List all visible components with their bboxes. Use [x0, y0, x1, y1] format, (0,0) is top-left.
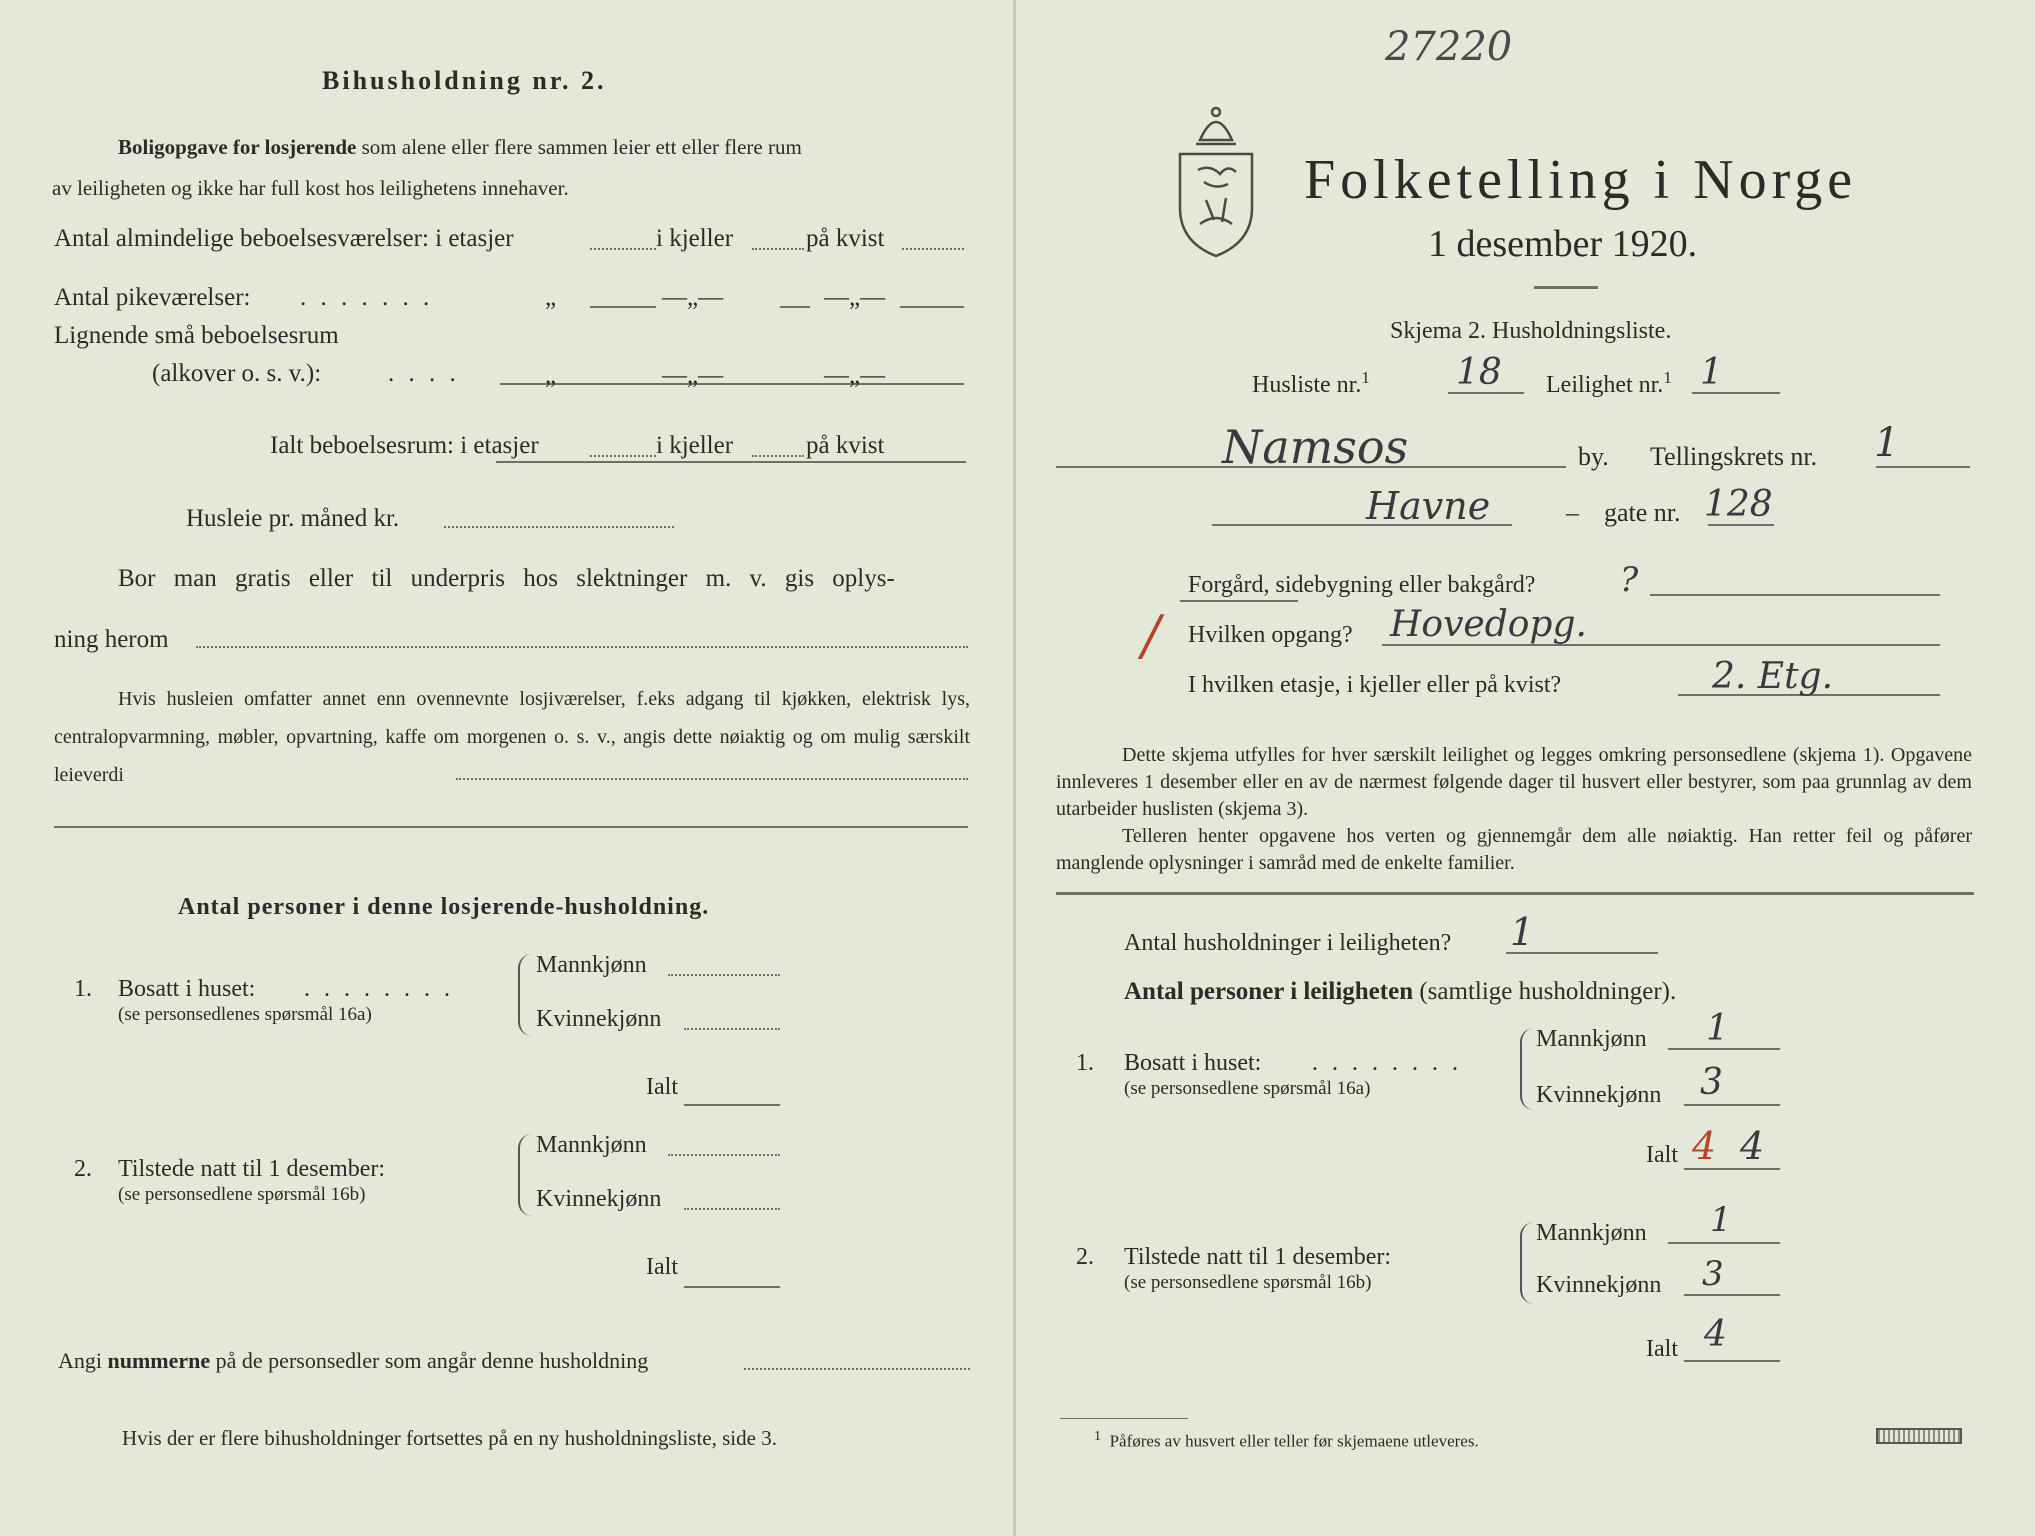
left-q1-kvinne-label: Kvinnekjønn — [536, 1006, 662, 1032]
gate-dash: – — [1566, 498, 1579, 527]
right-q1-ialt-value: 4 — [1740, 1124, 1765, 1168]
right-date: 1 desember 1920. — [1428, 223, 1698, 265]
left-q1-number: 1. — [74, 976, 92, 1002]
footnote-text: Påføres av husvert eller teller før skjemaene utleveres. — [1109, 1431, 1479, 1451]
right-q1-kvinne-field[interactable] — [1684, 1104, 1780, 1106]
printer-stamp-icon — [1876, 1428, 1962, 1444]
archive-number: 27220 — [1385, 24, 1513, 70]
gate-nr-value: 128 — [1704, 484, 1773, 525]
pike-dots: . . . . . . . — [300, 284, 434, 311]
right-q2-label: Tilstede natt til 1 desember: — [1124, 1244, 1392, 1270]
leilighet-sup: 1 — [1663, 368, 1672, 387]
right-q2-mann-value: 1 — [1710, 1200, 1732, 1240]
rooms-label: Antal almindelige beboelsesværelser: i etasjer — [54, 225, 514, 252]
pike-label: Antal pikeværelser: — [54, 284, 251, 311]
note-paragraph-1: Dette skjema utfylles for hver særskilt leilighet og legges omkring personsedlene (skjema 1). Opgavene innleveres 1 desember eller en av de nærmest følgende dager til husvert eller bestyrer, som paa grunnlag av dem utarbeider huslisten (skjema 3). — [1056, 744, 1972, 820]
right-q2-brace — [1520, 1222, 1536, 1304]
rooms-kjeller-label: i kjeller — [656, 225, 734, 252]
left-q2-ialt-label: Ialt — [646, 1254, 678, 1280]
left-q2-brace — [518, 1134, 534, 1216]
left-q1-brace — [518, 954, 534, 1036]
left-q2-number: 2. — [74, 1156, 92, 1182]
husliste-text: Husliste nr. — [1252, 372, 1362, 398]
right-q1-kvinne-value: 3 — [1700, 1062, 1723, 1103]
left-title: Bihusholdning nr. 2. — [322, 66, 607, 95]
lign-underline — [500, 383, 964, 385]
ialt-rooms-label: Ialt beboelsesrum: i etasjer — [270, 432, 539, 459]
right-q2-sub: (se personsedlene spørsmål 16b) — [1124, 1272, 1372, 1293]
opgang-label: Hvilken opgang? — [1188, 622, 1353, 648]
pike-field-3[interactable] — [900, 306, 964, 308]
right-q1-ialt-field[interactable] — [1684, 1168, 1780, 1170]
ialt-kvist-label: på kvist — [806, 432, 885, 459]
husleie-field[interactable] — [444, 526, 674, 528]
left-intro-bold: Boligopgave for losjerende — [118, 135, 357, 159]
right-persons-heading-bold: Antal personer i leiligheten — [1124, 978, 1414, 1005]
left-q1-label: Bosatt i huset: — [118, 976, 256, 1002]
right-q1-brace — [1520, 1028, 1536, 1110]
section-rule — [1056, 892, 1974, 895]
rooms-etasjer-field[interactable] — [590, 248, 656, 250]
angi-field[interactable] — [744, 1368, 970, 1370]
left-intro-line2: av leiligheten og ikke har full kost hos leilighetens innehaver. — [52, 176, 569, 200]
husliste-sup: 1 — [1361, 368, 1370, 387]
right-title: Folketelling i Norge — [1304, 149, 1858, 211]
right-q2-mann-field[interactable] — [1668, 1242, 1780, 1244]
left-q1-sub: (se personsedlenes spørsmål 16a) — [118, 1004, 372, 1025]
left-q2-mann-label: Mannkjønn — [536, 1132, 647, 1158]
bor-line-1: Bor man gratis eller til underpris hos slektninger m. v. gis oplys- — [118, 565, 895, 592]
pike-field-2[interactable] — [780, 306, 810, 308]
left-persons-heading: Antal personer i denne losjerende-husholdning. — [178, 894, 710, 920]
by-label: by. — [1578, 442, 1609, 471]
lign-ditto-3: —„— — [824, 362, 886, 389]
etasje-value: 2. Etg. — [1712, 656, 1834, 697]
right-persons-heading-rest: (samtlige husholdninger). — [1413, 978, 1677, 1005]
left-footer: Hvis der er flere bihusholdninger fortsettes på en ny husholdningsliste, side 3. — [122, 1426, 777, 1450]
gate-value: Havne — [1366, 484, 1491, 528]
angi-line — [58, 1348, 648, 1374]
right-q1-label: Bosatt i huset: — [1124, 1050, 1262, 1076]
gate-label: gate nr. — [1604, 498, 1681, 527]
page-fold — [1013, 0, 1016, 1536]
bor-field[interactable] — [196, 646, 968, 648]
ialt-etasjer-field[interactable] — [590, 455, 656, 457]
pike-ditto-2: —„— — [662, 284, 724, 311]
left-q1-ialt-label: Ialt — [646, 1074, 678, 1100]
lign-ditto-1: „ — [545, 362, 557, 389]
left-q2-label: Tilstede natt til 1 desember: — [118, 1156, 386, 1182]
etasje-label: I hvilken etasje, i kjeller eller på kvist? — [1188, 672, 1562, 698]
hvis-field-2[interactable] — [54, 826, 968, 828]
antal-hush-value: 1 — [1510, 910, 1535, 954]
krets-field[interactable] — [1876, 466, 1970, 468]
opgang-value: Hovedopg. — [1390, 604, 1587, 645]
husliste-label — [1252, 368, 1370, 399]
footnote-rule — [1060, 1418, 1188, 1419]
pike-ditto-1: „ — [545, 284, 557, 311]
left-intro-rest: som alene eller flere sammen leier ett eller flere rum — [356, 135, 802, 159]
right-q1-mann-value: 1 — [1706, 1008, 1729, 1049]
by-value: Namsos — [1222, 420, 1409, 474]
ialt-kjeller-field[interactable] — [752, 455, 804, 457]
right-q2-ialt-value: 4 — [1704, 1314, 1727, 1355]
left-q2-sub: (se personsedlene spørsmål 16b) — [118, 1184, 366, 1205]
bor-line-2: ning herom — [54, 626, 169, 653]
right-q2-kvinne-value: 3 — [1702, 1254, 1724, 1294]
right-q1-sub: (se personsedlene spørsmål 16a) — [1124, 1078, 1371, 1099]
left-q1-dots: . . . . . . . . — [304, 976, 454, 1002]
lign-ditto-2: —„— — [662, 362, 724, 389]
left-q1-kvinne-field[interactable] — [684, 1028, 780, 1030]
right-q1-mann-label: Mannkjønn — [1536, 1026, 1647, 1052]
lign-label-2: (alkover o. s. v.): — [152, 360, 322, 387]
leilighet-label — [1546, 368, 1672, 399]
right-q1-ialt-red-value: 4 — [1692, 1124, 1717, 1168]
note-paragraph-2: Telleren henter opgavene hos verten og gjennemgår dem alle nøiaktig. Han retter feil og påfører manglende oplysninger i samråd med de enkelte familier. — [1056, 825, 1972, 874]
lign-dots: . . . . — [388, 360, 460, 387]
left-q1-ialt-field[interactable] — [684, 1104, 780, 1106]
husleie-label: Husleie pr. måned kr. — [186, 505, 400, 532]
antal-hush-label: Antal husholdninger i leiligheten? — [1124, 930, 1452, 956]
lign-label-1: Lignende små beboelsesrum — [54, 322, 339, 349]
coat-of-arms-icon — [1170, 100, 1262, 260]
ialt-kjeller-label: i kjeller — [656, 432, 734, 459]
rooms-kvist-label: på kvist — [806, 225, 885, 252]
leilighet-value: 1 — [1700, 352, 1723, 393]
left-q2-kvinne-label: Kvinnekjønn — [536, 1186, 662, 1212]
hvis-paragraph: Hvis husleien omfatter annet enn ovennevnte losjiværelser, f.eks adgang til kjøkken, elektrisk lys, centralopvarmning, møbler, opvartning, kaffe om morgenen o. s. v., angis dette nøiaktig og om mulig særskilt leieverdi — [54, 688, 970, 786]
left-q1-mann-label: Mannkjønn — [536, 952, 647, 978]
krets-label: Tellingskrets nr. — [1650, 442, 1818, 471]
forgaard-underline-mark — [1180, 600, 1298, 602]
right-q2-ialt-label: Ialt — [1646, 1336, 1678, 1362]
angi-pre: Angi — [58, 1348, 108, 1373]
left-intro-line1 — [118, 135, 802, 160]
pike-ditto-3: —„— — [824, 284, 886, 311]
opgang-red-mark: / — [1142, 604, 1161, 667]
husliste-value: 18 — [1456, 352, 1502, 393]
right-q2-ialt-field[interactable] — [1684, 1360, 1780, 1362]
forgaard-label: Forgård, sidebygning eller bakgård? — [1188, 572, 1536, 598]
forgaard-value: ? — [1620, 560, 1639, 600]
schema-label: Skjema 2. Husholdningsliste. — [1390, 318, 1672, 344]
left-q2-mann-field[interactable] — [668, 1154, 780, 1156]
hvis-field[interactable] — [456, 778, 968, 780]
rooms-kjeller-field[interactable] — [752, 248, 804, 250]
ialt-underline — [496, 461, 966, 463]
title-rule — [1534, 286, 1598, 289]
right-q1-number: 1. — [1076, 1050, 1094, 1076]
angi-post: på de personsedler som angår denne husholdning — [210, 1348, 649, 1373]
forgaard-field[interactable] — [1650, 594, 1940, 596]
footnote — [1094, 1428, 1479, 1452]
right-persons-heading — [1124, 978, 1676, 1006]
right-q1-ialt-label: Ialt — [1646, 1142, 1678, 1168]
right-q1-dots: . . . . . . . . — [1312, 1050, 1462, 1076]
right-q2-number: 2. — [1076, 1244, 1094, 1270]
footnote-number: 1 — [1094, 1428, 1102, 1444]
left-q2-ialt-field[interactable] — [684, 1286, 780, 1288]
krets-value: 1 — [1874, 420, 1900, 466]
leilighet-text: Leilighet nr. — [1546, 372, 1664, 398]
rooms-kvist-field[interactable] — [902, 248, 964, 250]
right-q2-mann-label: Mannkjønn — [1536, 1220, 1647, 1246]
pike-field-1[interactable] — [590, 306, 656, 308]
left-q1-mann-field[interactable] — [668, 974, 780, 976]
right-q1-kvinne-label: Kvinnekjønn — [1536, 1082, 1662, 1108]
right-q2-kvinne-label: Kvinnekjønn — [1536, 1272, 1662, 1298]
left-q2-kvinne-field[interactable] — [684, 1208, 780, 1210]
angi-bold: nummerne — [107, 1348, 211, 1373]
right-q2-kvinne-field[interactable] — [1684, 1294, 1780, 1296]
